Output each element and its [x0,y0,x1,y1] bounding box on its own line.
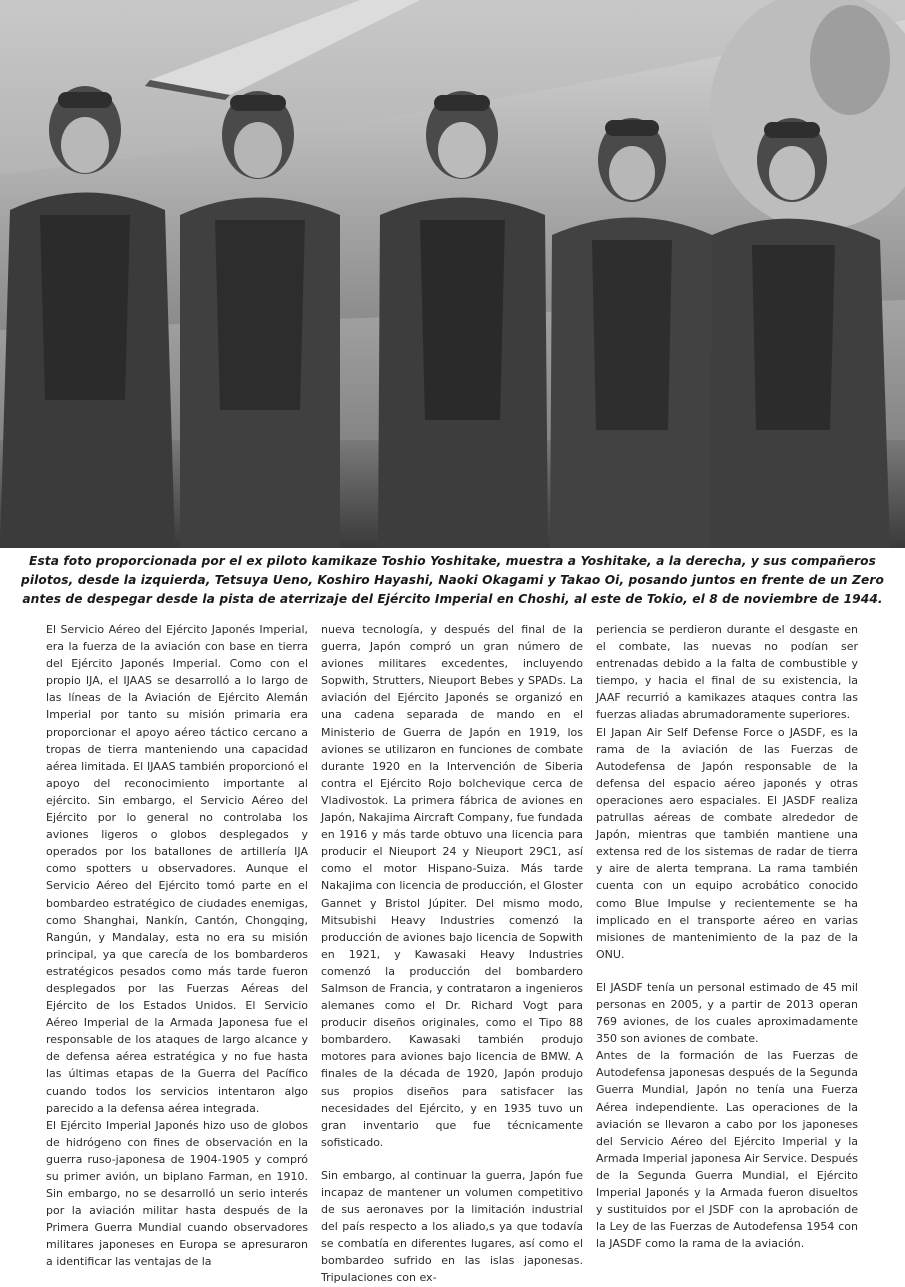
article-column-2 [321,621,583,1287]
paragraph: Sin embargo, al continuar la guerra, Japón fue incapaz de mantener un volumen competitivo de sus aeronaves por la limitación industrial del país respecto a los aliado,s ya que todavía se combatía en diferentes lugares, así como el bombardeo sufrido en las islas japonesas. Tripulaciones con ex- [321,1168,583,1285]
paragraph: nueva tecnología, y después del final de la guerra, Japón compró un gran número de aviones militares excedentes, incluyendo Sopwith, Strutters, Nieuport Bebes y SPADs. La aviación del Ejército Japonés se organizó en una cadena separada de mando en el Ministerio de Guerra de Japón en 1919, los aviones se utilizaron en funciones de combate durante 1920 en la Intervención de Siberia contra el Ejército Rojo bolchevique cerca de Vladivostok. La primera fábrica de aviones en Japón, Nakajima Aircraft Company, fue fundada en 1916 y más tarde obtuvo una licencia para producir el Nieuport 24 y Nieuport 29C1, así como el motor Hispano-Suiza. Más tarde Nakajima con licencia de producción, el Gloster Gannet y Bristol Júpiter. Del mismo modo, Mitsubishi Heavy Industries comenzó la producción de aviones bajo licencia de Sopwith en 1921, y Kawasaki Heavy Industries comenzó la producción del bombardero Salmson de Francia, y contrataron a ingenieros alemanes como el Dr. Richard Vogt para producir diseños originales, como el Tipo 88 bombardero. Kawasaki también produjo motores para aviones bajo licencia de BMW. A finales de la década de 1920, Japón produjo sus propios diseños para satisfacer las necesidades del Ejército, y en 1935 tuvo un gran inventario que fue técnicamente sofisticado. [321,623,583,1149]
paragraph: periencia se perdieron durante el desgaste en el combate, las nuevas no podían ser entrenadas debido a la falta de combustible y tiempo, y hacia el final de su existencia, la JAAF recurrió a kamikazes ataques contra las fuerzas aliadas abrumadoramente superiores. [596,623,858,722]
paragraph: El Ejército Imperial Japonés hizo uso de globos de hidrógeno con fines de observación en la guerra ruso-japonesa de 1904-1905 y compró su primer avión, un biplano Farman, en 1910. Sin embargo, no se desarrolló un serio interés por la aviación militar hasta después de la Primera Guerra Mundial cuando observadores militares japoneses en Europa se apresuraron a identificar las ventajas de la [46,1118,308,1269]
paragraph: El Japan Air Self Defense Force o JASDF, es la rama de la aviación de las Fuerzas de Autodefensa de Japón responsable de la defensa del espacio aéreo japonés y otras operaciones aero espaciales. El JASDF realiza patrullas aéreas de combate alrededor de Japón, mientras que también mantiene una extensa red de los sistemas de radar de tierra y aire de alerta temprana. La rama también cuenta con un equipo acrobático conocido como Blue Impulse y recientemente se ha implicado en el transporte aéreo en varias misiones de mantenimiento de la paz de la ONU. [596,725,858,961]
article-column-3 [596,621,858,1252]
paragraph: Antes de la formación de las Fuerzas de Autodefensa japonesas después de la Segunda Guerra Mundial, Japón no tenía una Fuerza Aérea independiente. Las operaciones de la aviación se llevaron a cabo por los japoneses del Servicio Aéreo del Ejército Imperial y la Armada Imperial japonesa Air Service. Después de la Segunda Guerra Mundial, el Ejército Imperial Japonés y la Armada fueron disueltos y sustituidos por el JSDF con la aprobación de la Ley de las Fuerzas de Autodefensa 1954 con la JASDF como la rama de la aviación. [596,1049,858,1251]
paragraph: El JASDF tenía un personal estimado de 45 mil personas en 2005, y a partir de 2013 operan 769 aviones, de los cuales aproximadamente 350 son aviones de combate. [596,980,858,1046]
paragraph: El Servicio Aéreo del Ejército Japonés Imperial, era la fuerza de la aviación con base en tierra del Ejército Japonés Imperial. Como con el propio IJA, el IJAAS se desarrolló a lo largo de las líneas de la Aviación de Ejército Alemán Imperial por tanto su misión primaria era proporcionar el apoyo aéreo táctico cercano a tropas de tierra manteniendo una capacidad aérea limitada. El IJAAS también proporcionó el apoyo del reconocimiento importante al ejército. Sin embargo, el Servicio Aéreo del Ejército por lo general no controlaba los aviones ligeros o globos desplegados y operados por los batallones de artillería IJA como spotters u observadores. Aunque el Servicio Aéreo del Ejército tomó parte en el bombardeo estratégico de ciudades enemigas, como Shanghai, Nankín, Cantón, Chongqing, Rangún, y Mandalay, esta no era su misión principal, ya que carecía de los bombarderos estratégicos pesados como más tarde fueron desplegados por las Fuerzas Aéreas del Ejército de los Estados Unidos. El Servicio Aéreo Imperial de la Armada Japonesa fue el responsable de los ataques de largo alcance y de defensa aérea estratégica y no fue hasta las últimas etapas de la Guerra del Pacífico cuando todos los servicios intentaron algo parecido a la defensa aérea integrada. [46,623,308,1115]
pilots-photo-illustration [0,0,905,548]
pilots-photo [0,0,905,548]
photo-caption: Esta foto proporcionada por el ex piloto kamikaze Toshio Yoshitake, muestra a Yoshitake, a la derecha, y sus compañeros pilotos, desde la izquierda, Tetsuya Ueno, Koshiro Hayashi, Naoki Okagami y Takao Oi, posando juntos en frente de un Zero antes de despegar desde la pista de aterrizaje del Ejército Imperial en Choshi, al este de Tokio, el 8 de noviembre de 1944. [21,554,884,606]
article-column-1 [46,621,308,1271]
